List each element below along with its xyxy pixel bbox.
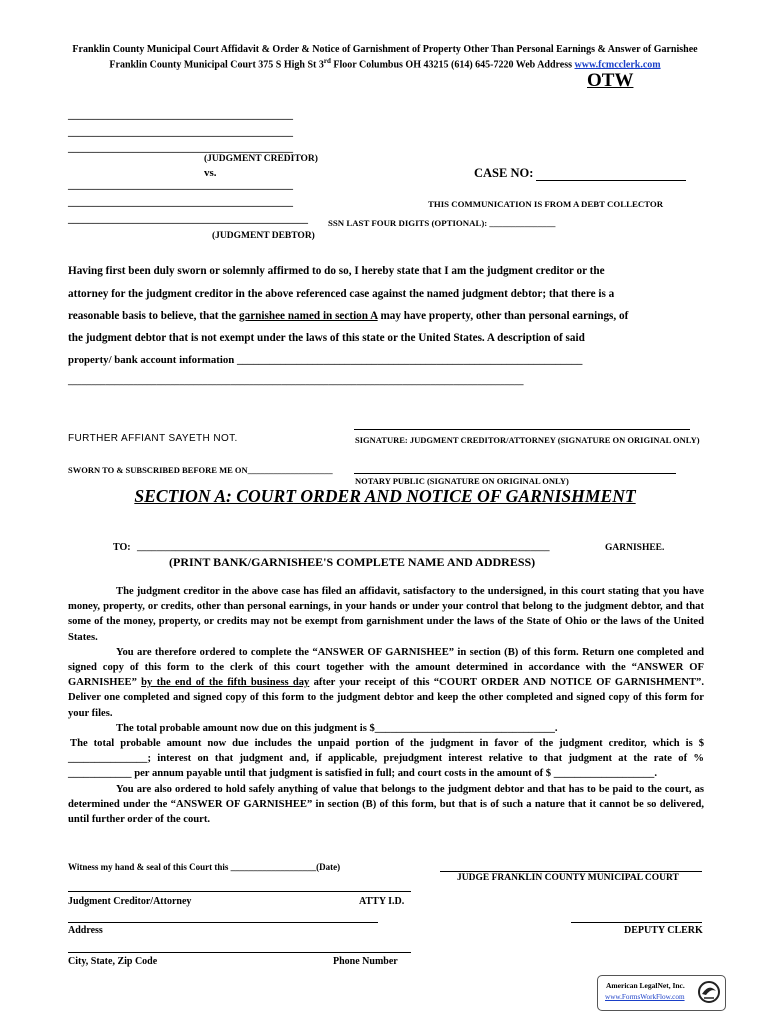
website-link[interactable]: www.fcmcclerk.com: [574, 59, 661, 71]
garnishee-label: GARNISHEE.: [605, 543, 665, 553]
section-a-paragraph-2: [68, 645, 704, 721]
deputy-clerk-line[interactable]: [571, 922, 702, 923]
judge-signature-line[interactable]: [440, 871, 702, 872]
notary-label: NOTARY PUBLIC (SIGNATURE ON ORIGINAL ONLY): [355, 476, 569, 486]
notary-signature-line[interactable]: [354, 473, 676, 474]
address-line[interactable]: [68, 922, 378, 923]
sworn-date-field[interactable]: SWORN TO & SUBSCRIBED BEFORE ME ON____________________: [68, 465, 333, 475]
debtor-line-1[interactable]: _____________________________________________: [68, 180, 293, 191]
judge-label: JUDGE FRANKLIN COUNTY MUNICIPAL COURT: [457, 873, 679, 883]
deputy-clerk-label: DEPUTY CLERK: [624, 925, 703, 936]
phone-label: Phone Number: [333, 956, 398, 967]
debtor-line-2[interactable]: _____________________________________________: [68, 197, 293, 208]
form-title: Franklin County Municipal Court Affidavit & Order & Notice of Garnishment of Property Other Than Personal Earnings & Answer of Garnishee: [72, 44, 698, 55]
fifth-business-day: by the end of the fifth business day: [141, 677, 310, 689]
vs-label: vs.: [204, 167, 217, 179]
address-label: Address: [68, 925, 103, 936]
vendor-badge: [597, 975, 726, 1011]
garnishee-name-field[interactable]: ______________________________________________________________________________________: [137, 542, 550, 553]
to-label: TO:: [113, 542, 131, 553]
address-prefix: Franklin County Municipal Court 375 S High St 3: [109, 59, 324, 71]
section-a-paragraph-5: You are also ordered to hold safely anything of value that belongs to the judgment debtor and that has to be paid to the court, as determined under the “ANSWER OF GARNISHEE” in section (B) of this form, but that is of such a nature that it cannot be so delivered, until further order of the court.: [68, 783, 704, 826]
creditor-line-2[interactable]: _____________________________________________: [68, 127, 293, 138]
garnishee-section-a-ref: garnishee named in section A: [239, 310, 378, 322]
affidavit-line-4: the judgment debtor that is not exempt under the laws of this state or the United States. A description of said: [68, 332, 585, 344]
paragraph-2b: after your receipt of this “COURT ORDER AND NOTICE OF GARNISHMENT”. Deliver one completed and signed copy of this form to the judgment debtor and keep the other completed and signed copy of this form for your files.: [68, 677, 704, 719]
atty-id-label: ATTY I.D.: [359, 896, 405, 907]
print-bank-label: (PRINT BANK/GARNISHEE'S COMPLETE NAME AND ADDRESS): [169, 555, 536, 569]
vendor-name: American LegalNet, Inc.: [606, 981, 685, 990]
creditor-attorney-label: Judgment Creditor/Attorney: [68, 896, 192, 907]
address-sup: rd: [323, 57, 331, 65]
creditor-line-1[interactable]: _____________________________________________: [68, 110, 293, 121]
affidavit-line-3: [68, 305, 628, 328]
signature-label: SIGNATURE: JUDGMENT CREDITOR/ATTORNEY (SIGNATURE ON ORIGINAL ONLY): [355, 435, 700, 445]
debt-collector-notice: THIS COMMUNICATION IS FROM A DEBT COLLECTOR: [428, 199, 664, 209]
witness-date-field[interactable]: Witness my hand & seal of this Court this ___________________(Date): [68, 862, 341, 872]
city-state-zip-label: City, State, Zip Code: [68, 956, 158, 967]
debtor-line-3[interactable]: ________________________________________________: [68, 214, 308, 225]
affidavit-line-3b: may have property, other than personal earnings, of: [377, 310, 629, 322]
vendor-url[interactable]: www.FormsWorkFlow.com: [605, 993, 685, 1001]
court-address: [0, 57, 770, 70]
affidavit-line-3a: reasonable basis to believe, that the: [68, 310, 240, 322]
section-a-body: [68, 584, 704, 827]
creditor-attorney-line[interactable]: [68, 891, 411, 892]
creditor-line-3[interactable]: _____________________________________________: [68, 143, 293, 154]
total-probable-amount-field[interactable]: The total probable amount now due on this judgment is $__________________________________.: [116, 722, 558, 734]
property-description-field[interactable]: property/ bank account information ________________________________________________________________: [68, 354, 583, 366]
further-affiant-label: FURTHER AFFIANT SAYETH NOT.: [68, 433, 238, 444]
affidavit-line-1: Having first been duly sworn or solemnly affirmed to do so, I hereby state that I am the judgment creditor or the: [68, 265, 605, 277]
affidavit-line-2: attorney for the judgment creditor in the above referenced case against the named judgment debtor; that there is a: [68, 288, 615, 300]
debtor-label: (JUDGMENT DEBTOR): [212, 231, 315, 241]
form-code: OTW: [587, 70, 634, 91]
signature-line[interactable]: [354, 429, 690, 430]
ssn-field[interactable]: SSN LAST FOUR DIGITS (OPTIONAL): _______________: [328, 218, 556, 228]
section-a-paragraph-1: The judgment creditor in the above case has filed an affidavit, satisfactory to the undersigned, in this court stating that you have money, property, or credits, other than personal earnings, in your hands or under your control that belong to the judgment debtor, and that some of the money, property, or credits may not be exempt from garnishment under the laws of the State of Ohio or the laws of the United States.: [68, 586, 704, 643]
property-description-line-2[interactable]: __________________________________________________________________________________________________: [68, 377, 524, 387]
case-no-field[interactable]: [536, 180, 686, 181]
city-state-zip-line[interactable]: [68, 952, 411, 953]
amount-details-field[interactable]: The total probable amount now due includes the unpaid portion of the judgment in favor of the judgment creditor, which is $ _______________; interest on that judgment and, if applicable, prejudgment interest relative to that judgment at the rate of % ____________ per annum payable until that judgment is satisfied in full; and court costs in the amount of $ ___________________.: [68, 738, 704, 780]
address-suffix: Floor Columbus OH 43215 (614) 645-7220 Web Address: [330, 59, 575, 71]
vendor-logo-icon: [697, 979, 721, 1005]
creditor-label: (JUDGMENT CREDITOR): [204, 154, 318, 164]
section-a-title: SECTION A: COURT ORDER AND NOTICE OF GARNISHMENT: [134, 486, 636, 506]
paragraph-2a: You are therefore ordered to complete the “ANSWER OF GARNISHEE” in section (B) of this form. Return one completed and signed copy of this form to the clerk of this court together with the amount determined in accordance with the “ANSWER OF GARNISHEE”: [68, 646, 704, 689]
case-no-label: CASE NO:: [474, 166, 534, 180]
